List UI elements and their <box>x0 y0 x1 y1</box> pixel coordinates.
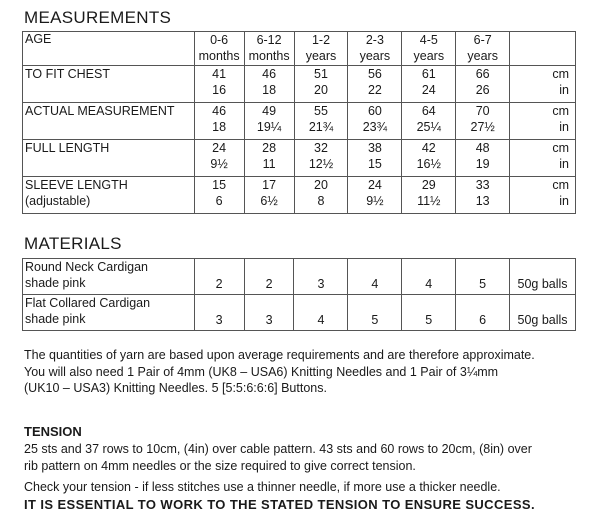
measurements-title: MEASUREMENTS <box>24 8 172 27</box>
measurements-table <box>22 31 576 214</box>
tension-essential-note: IT IS ESSENTIAL TO WORK TO THE STATED TENSION TO ENSURE SUCCESS. <box>24 497 535 512</box>
unit-cell: 50g balls <box>510 295 576 331</box>
row-label: Flat Collared Cardigan shade pink <box>23 295 195 331</box>
table-row: ACTUAL MEASUREMENT 46 18 49 19¼ 55 21¾ 60 23¾ 64 25¼ 70 27½ cm in <box>23 103 576 140</box>
unit-cell: 50g balls <box>510 259 576 295</box>
row-label: TO FIT CHEST <box>23 66 195 103</box>
note-line: The quantities of yarn are based upon average requirements and are therefore approximate. <box>24 348 535 362</box>
tension-title: TENSION <box>24 424 82 439</box>
yarn-notes <box>24 347 584 397</box>
unit-cell: cm in <box>510 103 576 140</box>
note-line: (UK10 – USA3) Knitting Needles. 5 [5:5:6:6:6] Buttons. <box>24 381 327 395</box>
tension-line: rib pattern on 4mm needles or the size required to give correct tension. <box>24 458 416 473</box>
row-label: Round Neck Cardigan shade pink <box>23 259 195 295</box>
row-label: SLEEVE LENGTH (adjustable) <box>23 177 195 214</box>
row-label: FULL LENGTH <box>23 140 195 177</box>
materials-table <box>22 258 576 331</box>
table-row: SLEEVE LENGTH (adjustable) 15 6 17 6½ 20 8 24 9½ 29 11½ 33 13 cm in <box>23 177 576 214</box>
age-col-1: 0-6 months <box>194 32 244 66</box>
tension-text <box>24 441 584 474</box>
age-header-row <box>23 32 576 66</box>
unit-header-cell <box>510 32 576 66</box>
unit-cell: cm in <box>510 140 576 177</box>
table-row: TO FIT CHEST 41 16 46 18 51 20 56 22 61 24 66 26 cm in <box>23 66 576 103</box>
tension-check: Check your tension - if less stitches use a thinner needle, if more use a thicker needle. <box>24 480 501 494</box>
table-row: FULL LENGTH 24 9½ 28 11 32 12½ 38 15 42 16½ 48 19 cm in <box>23 140 576 177</box>
table-row: Round Neck Cardigan shade pink 2 2 3 4 4 5 50g balls <box>23 259 576 295</box>
age-label: AGE <box>23 32 195 66</box>
age-col-4: 2-3 years <box>348 32 402 66</box>
table-row: Flat Collared Cardigan shade pink 3 3 4 5 5 6 50g balls <box>23 295 576 331</box>
tension-line: 25 sts and 37 rows to 10cm, (4in) over cable pattern. 43 sts and 60 rows to 20cm, (8in) over <box>24 442 532 456</box>
unit-cell: cm in <box>510 66 576 103</box>
age-col-5: 4-5 years <box>402 32 456 66</box>
age-col-2: 6-12 months <box>244 32 294 66</box>
unit-cell: cm in <box>510 177 576 214</box>
row-label: ACTUAL MEASUREMENT <box>23 103 195 140</box>
materials-title: MATERIALS <box>24 234 122 253</box>
note-line: You will also need 1 Pair of 4mm (UK8 – USA6) Knitting Needles and 1 Pair of 3¼mm <box>24 364 499 379</box>
age-col-3: 1-2 years <box>294 32 348 66</box>
age-col-6: 6-7 years <box>456 32 510 66</box>
